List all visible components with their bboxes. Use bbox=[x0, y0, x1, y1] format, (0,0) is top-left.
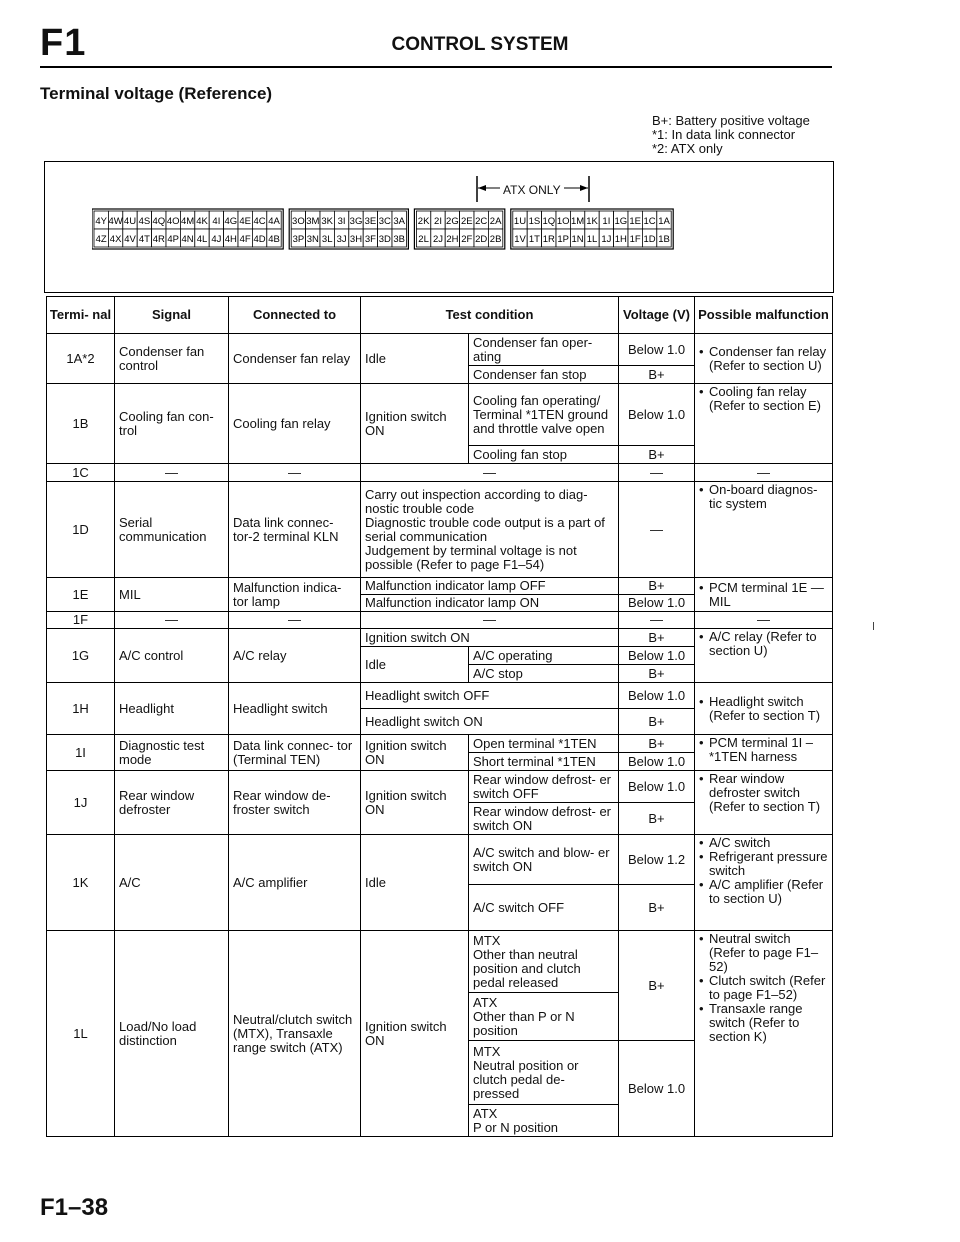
connector-pin-label: 4Z bbox=[95, 234, 107, 245]
connector-pin-label: 4T bbox=[138, 234, 150, 245]
connected-cell: Data link connec- tor (Terminal TEN) bbox=[229, 735, 361, 771]
subcondition-cell: Open terminal *1TEN bbox=[469, 735, 619, 753]
connector-pin-label: 3N bbox=[306, 234, 319, 245]
signal-cell: Diagnostic test mode bbox=[115, 735, 229, 771]
header-voltage: Voltage (V) bbox=[619, 297, 695, 334]
signal-cell: A/C bbox=[115, 835, 229, 931]
connector-pin-label: 3B bbox=[393, 234, 406, 245]
connector-pin-label: 3C bbox=[378, 216, 391, 227]
connector-pin-label: 3G bbox=[349, 216, 363, 227]
connector-pin-label: 4U bbox=[123, 216, 137, 227]
header-possible-malfunction: Possible malfunction bbox=[695, 297, 833, 334]
subcondition-cell: A/C switch and blow- er switch ON bbox=[469, 835, 619, 885]
table-row bbox=[47, 931, 833, 993]
connector-pin-label: 4B bbox=[268, 234, 280, 245]
connector-pin-label: 3D bbox=[378, 234, 391, 245]
connector-pin-label: 1P bbox=[557, 234, 570, 245]
connector-pin-label: 4G bbox=[224, 216, 238, 227]
header-signal: Signal bbox=[115, 297, 229, 334]
atx-only-label: ATX ONLY bbox=[503, 183, 561, 197]
signal-cell: Cooling fan con- trol bbox=[115, 384, 229, 464]
header-connected-to: Connected to bbox=[229, 297, 361, 334]
voltage-cell: B+ bbox=[619, 709, 695, 735]
signal-cell: Headlight bbox=[115, 683, 229, 735]
subcondition-cell: A/C stop bbox=[469, 665, 619, 683]
connector-pin-label: 2J bbox=[432, 234, 444, 245]
malfunction-item: • Rear window defroster switch (Refer to section T) bbox=[699, 772, 828, 814]
malfunction-cell bbox=[695, 835, 833, 931]
condition-cell: Malfunction indicator lamp OFF bbox=[361, 578, 619, 595]
connector-pin-label: 4A bbox=[268, 216, 280, 227]
connector-pin-label: 4K bbox=[196, 216, 208, 227]
connector-pin-label: 2F bbox=[461, 234, 473, 245]
connected-cell: Condenser fan relay bbox=[229, 334, 361, 384]
subcondition-cell: Rear window defrost- er switch ON bbox=[469, 803, 619, 835]
terminal-cell: 1E bbox=[47, 578, 115, 612]
malfunction-item: • A/C relay (Refer to section U) bbox=[699, 630, 828, 658]
condition-cell: Ignition switch ON bbox=[361, 735, 469, 771]
connector-pin-label: 4Q bbox=[152, 216, 166, 227]
malfunction-item: • Neutral switch (Refer to page F1–52) bbox=[699, 932, 828, 974]
malfunction-cell bbox=[695, 735, 833, 771]
terminal-cell: 1K bbox=[47, 835, 115, 931]
header-terminal: Termi- nal bbox=[47, 297, 115, 334]
legend bbox=[652, 114, 810, 156]
table-header-row bbox=[47, 297, 833, 334]
connector-pin-label: 3I bbox=[337, 216, 346, 227]
connector-pin-label: 2K bbox=[417, 216, 430, 227]
voltage-cell: Below 1.0 bbox=[619, 384, 695, 446]
subcondition-cell: Condenser fan stop bbox=[469, 366, 619, 384]
condition-cell: Headlight switch ON bbox=[361, 709, 619, 735]
pcm-connector bbox=[92, 205, 792, 261]
connector-pin-label: 1E bbox=[629, 216, 642, 227]
legend-atx-only: *2: ATX only bbox=[652, 141, 723, 156]
connector-pin-label: 1T bbox=[528, 234, 540, 245]
malfunction-cell bbox=[695, 384, 833, 464]
table-row bbox=[47, 384, 833, 446]
malfunction-cell bbox=[695, 771, 833, 835]
connector-pin-label: 4S bbox=[138, 216, 151, 227]
connector-pin-label: 2C bbox=[475, 216, 488, 227]
subcondition-cell: ATX Other than P or N position bbox=[469, 993, 619, 1041]
terminal-cell: 1D bbox=[47, 482, 115, 578]
table-row bbox=[47, 482, 833, 578]
table-row bbox=[47, 629, 833, 647]
connected-cell: Headlight switch bbox=[229, 683, 361, 735]
connector-pin-label: 1H bbox=[614, 234, 627, 245]
connector-pin-label: 2A bbox=[489, 216, 502, 227]
table-row bbox=[47, 735, 833, 753]
connector-pin-label: 1D bbox=[643, 234, 656, 245]
connected-cell: Malfunction indica- tor lamp bbox=[229, 578, 361, 612]
malfunction-cell bbox=[695, 482, 833, 578]
connector-pin-label: 1I bbox=[602, 216, 611, 227]
malfunction-item: • Cooling fan relay (Refer to section E) bbox=[699, 385, 828, 413]
connector-pin-label: 3L bbox=[321, 234, 333, 245]
voltage-cell: — bbox=[619, 464, 695, 482]
voltage-cell: B+ bbox=[619, 446, 695, 464]
signal-cell: Condenser fan control bbox=[115, 334, 229, 384]
connector-pin-label: 3F bbox=[364, 234, 376, 245]
connector-pin-label: 4N bbox=[181, 234, 194, 245]
connector-pin-label: 4D bbox=[253, 234, 266, 245]
subcondition-cell: Cooling fan stop bbox=[469, 446, 619, 464]
signal-cell: Load/No load distinction bbox=[115, 931, 229, 1137]
connector-pin-label: 2I bbox=[434, 216, 442, 227]
subcondition-cell: MTX Neutral position or clutch pedal de- pressed bbox=[469, 1041, 619, 1105]
voltage-cell: Below 1.0 bbox=[619, 683, 695, 709]
subcondition-cell: Cooling fan operating/ Terminal *1TEN ground and throttle valve open bbox=[469, 384, 619, 446]
malfunction-cell: — bbox=[695, 464, 833, 482]
signal-cell: — bbox=[115, 612, 229, 629]
connector-pin-label: 2G bbox=[446, 216, 459, 227]
malfunction-cell bbox=[695, 931, 833, 1137]
connected-cell: Rear window de- froster switch bbox=[229, 771, 361, 835]
terminal-cell: 1I bbox=[47, 735, 115, 771]
table-row bbox=[47, 578, 833, 595]
signal-cell: A/C control bbox=[115, 629, 229, 683]
connected-cell: A/C relay bbox=[229, 629, 361, 683]
voltage-cell: B+ bbox=[619, 885, 695, 931]
terminal-cell: 1A*2 bbox=[47, 334, 115, 384]
connector-pin-label: 1V bbox=[514, 234, 526, 245]
legend-battery: B+: Battery positive voltage bbox=[652, 113, 810, 128]
malfunction-item: • Clutch switch (Refer to page F1–52) bbox=[699, 974, 828, 1002]
voltage-cell: B+ bbox=[619, 735, 695, 753]
condition-cell: Headlight switch OFF bbox=[361, 683, 619, 709]
connector-pin-label: 4X bbox=[109, 234, 122, 245]
terminal-cell: 1B bbox=[47, 384, 115, 464]
table-row bbox=[47, 464, 833, 482]
voltage-cell: B+ bbox=[619, 665, 695, 683]
connector-pin-label: 3E bbox=[364, 216, 377, 227]
connector-pin-label: 1K bbox=[586, 216, 598, 227]
voltage-cell: B+ bbox=[619, 629, 695, 647]
voltage-cell: Below 1.0 bbox=[619, 595, 695, 612]
malfunction-item: • A/C switch bbox=[699, 836, 828, 850]
condition-cell: — bbox=[361, 612, 619, 629]
connector-pin-label: 4F bbox=[239, 234, 251, 245]
condition-cell: Malfunction indicator lamp ON bbox=[361, 595, 619, 612]
connector-pin-label: 4L bbox=[196, 234, 208, 245]
signal-cell: Rear window defroster bbox=[115, 771, 229, 835]
connector-pin-label: 4V bbox=[124, 234, 136, 245]
section-subtitle: Terminal voltage (Reference) bbox=[40, 84, 273, 103]
malfunction-item: • Condenser fan relay (Refer to section U) bbox=[699, 345, 828, 373]
header-test-condition: Test condition bbox=[361, 297, 619, 334]
subcondition-cell: ATX P or N position bbox=[469, 1105, 619, 1137]
malfunction-item: • Transaxle range switch (Refer to section K) bbox=[699, 1002, 828, 1044]
terminal-cell: 1G bbox=[47, 629, 115, 683]
connector-pin-label: 3O bbox=[292, 216, 305, 227]
subcondition-cell: Condenser fan oper- ating bbox=[469, 334, 619, 366]
table-row bbox=[47, 835, 833, 885]
connected-cell: A/C amplifier bbox=[229, 835, 361, 931]
connector-pin-label: 1S bbox=[528, 216, 541, 227]
voltage-cell: B+ bbox=[619, 931, 695, 1041]
connected-cell: Cooling fan relay bbox=[229, 384, 361, 464]
malfunction-item: • PCM terminal 1I – *1TEN harness bbox=[699, 736, 828, 764]
voltage-cell: B+ bbox=[619, 803, 695, 835]
connector-pin-label: 4Y bbox=[95, 216, 108, 227]
connector-pin-label: 3M bbox=[306, 216, 320, 227]
voltage-cell: Below 1.0 bbox=[619, 753, 695, 771]
condition-cell: Ignition switch ON bbox=[361, 771, 469, 835]
connector-pin-label: 3A bbox=[393, 216, 406, 227]
connector-pin-label: 4E bbox=[239, 216, 252, 227]
connector-pin-label: 1B bbox=[658, 234, 670, 245]
voltage-cell: Below 1.0 bbox=[619, 334, 695, 366]
malfunction-cell bbox=[695, 683, 833, 735]
connector-pin-label: 4O bbox=[166, 216, 180, 227]
connector-pin-label: 1U bbox=[513, 216, 527, 227]
voltage-cell: — bbox=[619, 612, 695, 629]
connector-pin-label: 2D bbox=[475, 234, 488, 245]
terminal-cell: 1L bbox=[47, 931, 115, 1137]
voltage-cell: Below 1.0 bbox=[619, 647, 695, 665]
malfunction-item: • Refrigerant pressure switch bbox=[699, 850, 828, 878]
connector-pin-label: 1O bbox=[556, 216, 570, 227]
terminal-cell: 1H bbox=[47, 683, 115, 735]
connector-pin-label: 1G bbox=[614, 216, 628, 227]
malfunction-cell bbox=[695, 578, 833, 612]
signal-cell: — bbox=[115, 464, 229, 482]
connector-pin-label: 1Q bbox=[542, 216, 556, 227]
connector-pin-label: 3K bbox=[321, 216, 334, 227]
malfunction-cell bbox=[695, 334, 833, 384]
connector-pin-label: 4I bbox=[212, 216, 221, 227]
terminal-cell: 1C bbox=[47, 464, 115, 482]
legend-data-link: *1: In data link connector bbox=[652, 127, 796, 142]
table-row bbox=[47, 771, 833, 803]
margin-tick bbox=[873, 622, 874, 630]
page-title: CONTROL SYSTEM bbox=[391, 34, 569, 55]
table-row bbox=[47, 334, 833, 366]
connector-pin-label: 3P bbox=[292, 234, 305, 245]
condition-cell: Ignition switch ON bbox=[361, 931, 469, 1137]
connector-pin-label: 1J bbox=[601, 234, 612, 245]
header-rule bbox=[40, 66, 832, 68]
voltage-cell: B+ bbox=[619, 366, 695, 384]
condition-cell: Idle bbox=[361, 647, 469, 683]
connected-cell: — bbox=[229, 464, 361, 482]
connector-pin-label: 1L bbox=[586, 234, 598, 245]
connector-pin-label: 1C bbox=[643, 216, 656, 227]
connector-pin-label: 1R bbox=[542, 234, 555, 245]
connector-pin-label: 1F bbox=[629, 234, 641, 245]
connector-pin-label: 4H bbox=[224, 234, 237, 245]
terminal-voltage-table bbox=[46, 296, 833, 1137]
connector-pin-label: 2E bbox=[460, 216, 473, 227]
section-code: F1 bbox=[40, 22, 87, 64]
malfunction-cell: — bbox=[695, 612, 833, 629]
malfunction-cell bbox=[695, 629, 833, 683]
voltage-cell: — bbox=[619, 482, 695, 578]
page-number: F1–38 bbox=[40, 1194, 109, 1221]
malfunction-item: • PCM terminal 1E — MIL bbox=[699, 581, 828, 609]
voltage-cell: B+ bbox=[619, 578, 695, 595]
terminal-cell: 1F bbox=[47, 612, 115, 629]
malfunction-item: • Headlight switch (Refer to section T) bbox=[699, 695, 828, 723]
table-row bbox=[47, 683, 833, 709]
terminal-cell: 1J bbox=[47, 771, 115, 835]
connector-pin-label: 4C bbox=[253, 216, 266, 227]
voltage-cell: Below 1.0 bbox=[619, 771, 695, 803]
malfunction-item: • A/C amplifier (Refer to section U) bbox=[699, 878, 828, 906]
subcondition-cell: A/C operating bbox=[469, 647, 619, 665]
condition-cell: Idle bbox=[361, 334, 469, 384]
connected-cell: Data link connec- tor-2 terminal KLN bbox=[229, 482, 361, 578]
connector-pin-label: 1N bbox=[571, 234, 584, 245]
signal-cell: Serial communication bbox=[115, 482, 229, 578]
subcondition-cell: Short terminal *1TEN bbox=[469, 753, 619, 771]
connector-pin-label: 3H bbox=[349, 234, 363, 245]
condition-cell: Carry out inspection according to diag- nostic trouble code Diagnostic trouble code output is a part of serial communication Judgement by terminal voltage is not possible (Refer to page F1–54) bbox=[361, 482, 619, 578]
connector-pin-label: 2L bbox=[418, 234, 429, 245]
connected-cell: — bbox=[229, 612, 361, 629]
connector-pin-label: 2H bbox=[446, 234, 459, 245]
connector-pin-label: 4P bbox=[167, 234, 180, 245]
table-row bbox=[47, 612, 833, 629]
connector-pin-label: 2B bbox=[489, 234, 502, 245]
malfunction-item: • On-board diagnos- tic system bbox=[699, 483, 828, 511]
connector-pin-label: 4M bbox=[180, 216, 195, 227]
voltage-cell: Below 1.2 bbox=[619, 835, 695, 885]
connector-pin-label: 4J bbox=[211, 234, 222, 245]
subcondition-cell: Rear window defrost- er switch OFF bbox=[469, 771, 619, 803]
condition-cell: — bbox=[361, 464, 619, 482]
connector-pin-label: 1M bbox=[570, 216, 585, 227]
connector-pin-label: 3J bbox=[336, 234, 347, 245]
condition-cell: Idle bbox=[361, 835, 469, 931]
connector-pin-label: 1A bbox=[658, 216, 670, 227]
connector-pin-label: 4R bbox=[152, 234, 165, 245]
signal-cell: MIL bbox=[115, 578, 229, 612]
condition-cell: Ignition switch ON bbox=[361, 629, 619, 647]
connected-cell: Neutral/clutch switch (MTX), Transaxle range switch (ATX) bbox=[229, 931, 361, 1137]
voltage-cell: Below 1.0 bbox=[619, 1041, 695, 1137]
connector-pin-label: 4W bbox=[108, 216, 123, 227]
condition-cell: Ignition switch ON bbox=[361, 384, 469, 464]
subcondition-cell: MTX Other than neutral position and clutch pedal released bbox=[469, 931, 619, 993]
subcondition-cell: A/C switch OFF bbox=[469, 885, 619, 931]
